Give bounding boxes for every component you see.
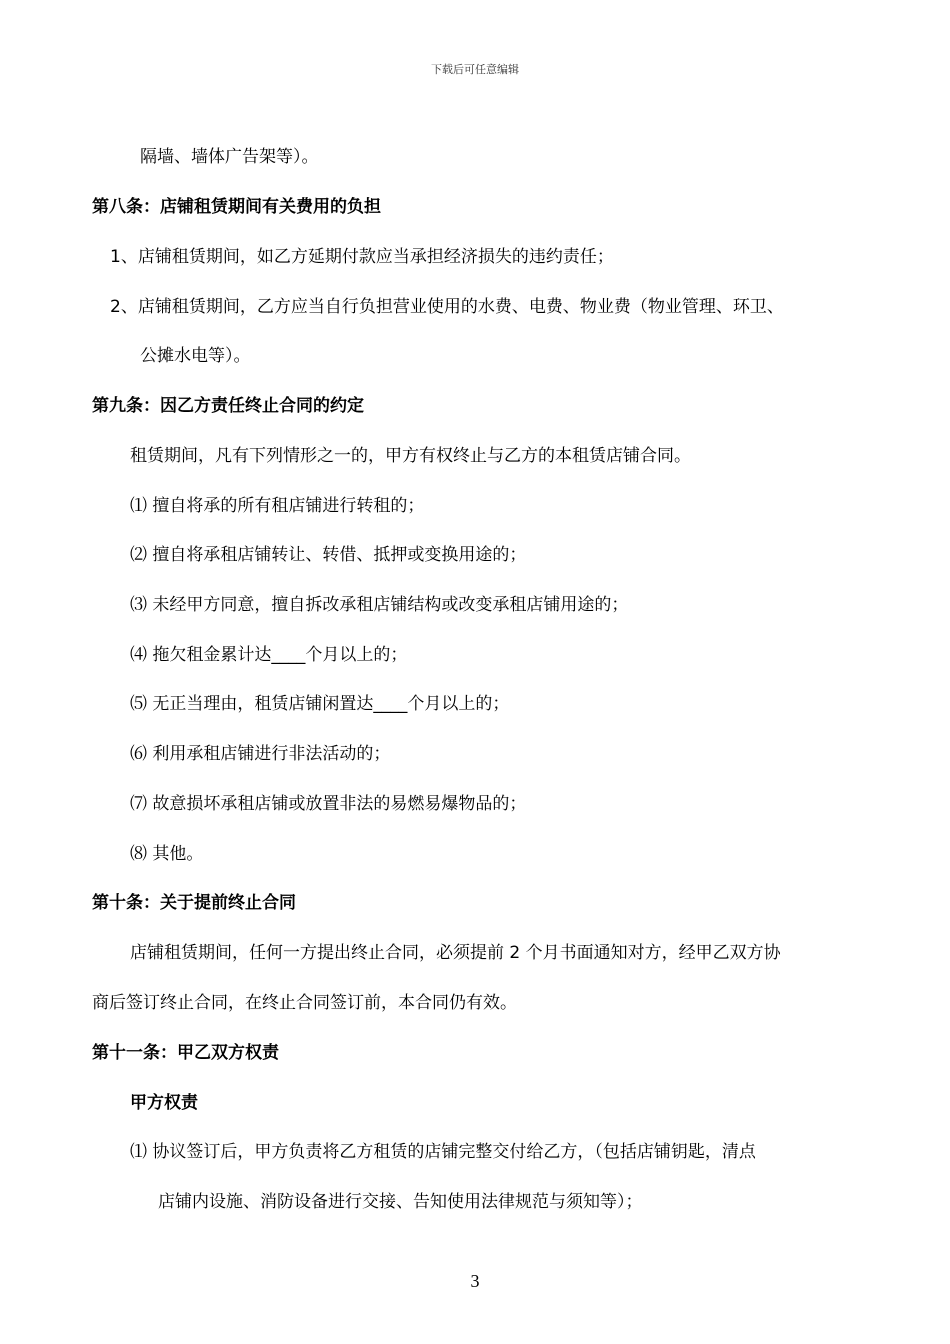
list-item-8-2: 2、店铺租赁期间，乙方应当自行负担营业使用的水费、电费、物业费（物业管理、环卫、: [110, 297, 784, 317]
section-heading-article-8: 第八条：店铺租赁期间有关费用的负担: [92, 197, 381, 217]
list-item-11-a-1: ⑴ 协议签订后，甲方负责将乙方租赁的店铺完整交付给乙方，（包括店铺钥匙，清点: [130, 1142, 756, 1162]
paragraph-article-10-line-2: 商后签订终止合同，在终止合同签订前，本合同仍有效。: [92, 993, 517, 1013]
list-item-9-3: ⑶ 未经甲方同意，擅自拆改承租店铺结构或改变承租店铺用途的；: [130, 595, 629, 615]
list-item-11-a-1-continuation: 店铺内设施、消防设备进行交接、告知使用法律规范与须知等）；: [158, 1192, 643, 1212]
page-number: 3: [470, 1271, 480, 1291]
section-heading-article-10: 第十条：关于提前终止合同: [92, 893, 296, 913]
paragraph-article-9-intro: 租赁期间，凡有下列情形之一的，甲方有权终止与乙方的本租赁店铺合同。: [130, 446, 691, 466]
page-header: 下载后可任意编辑: [431, 63, 519, 76]
section-heading-article-11: 第十一条：甲乙双方权责: [92, 1043, 279, 1063]
list-item-9-2: ⑵ 擅自将承租店铺转让、转借、抵押或变换用途的；: [130, 545, 527, 565]
list-item-8-2-continuation: 公摊水电等）。: [140, 346, 251, 366]
section-heading-article-9: 第九条：因乙方责任终止合同的约定: [92, 396, 364, 416]
list-item-9-5: ⑸ 无正当理由，租赁店铺闲置达____个月以上的；: [130, 694, 510, 714]
subheading-party-a-duties: 甲方权责: [130, 1093, 198, 1113]
paragraph-article-10-line-1: 店铺租赁期间，任何一方提出终止合同，必须提前 2 个月书面通知对方，经甲乙双方协: [130, 943, 781, 963]
list-item-8-1: 1、店铺租赁期间，如乙方延期付款应当承担经济损失的违约责任；: [110, 247, 614, 267]
list-item-9-7: ⑺ 故意损坏承租店铺或放置非法的易燃易爆物品的；: [130, 794, 527, 814]
list-item-9-6: ⑹ 利用承租店铺进行非法活动的；: [130, 744, 391, 764]
list-item-9-1: ⑴ 擅自将承的所有租店铺进行转租的；: [130, 496, 425, 516]
list-item-9-8: ⑻ 其他。: [130, 844, 204, 864]
list-item-9-4: ⑷ 拖欠租金累计达____个月以上的；: [130, 645, 408, 665]
body-text-line: 隔墙、墙体广告架等）。: [140, 147, 319, 167]
